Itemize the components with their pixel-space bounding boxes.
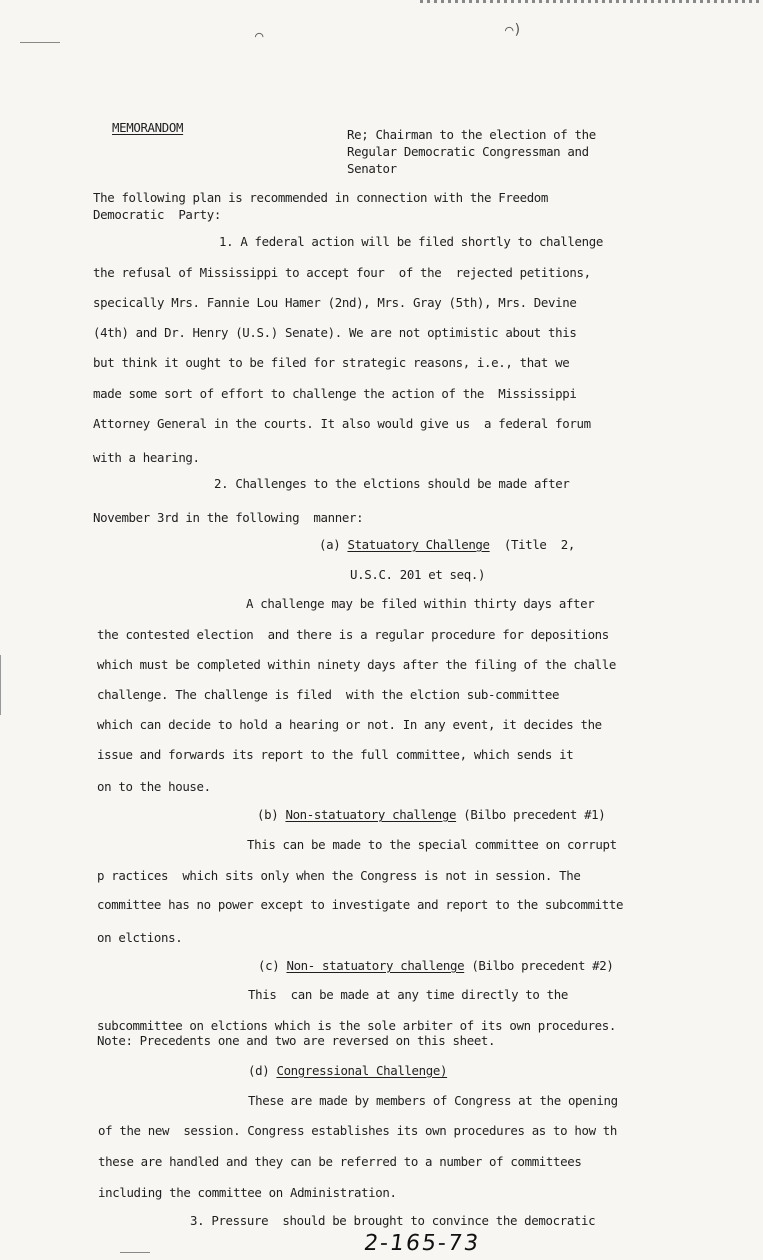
scan-mark <box>120 1252 150 1253</box>
section-a-heading-line <box>319 538 575 552</box>
section-b-heading: Non-statuatory challenge <box>285 807 457 822</box>
item2-line: November 3rd in the following manner: <box>93 510 364 525</box>
section-b-line: on elctions. <box>97 930 183 945</box>
section-d-line: of the new session. Congress establishes its own procedures as to how th <box>98 1123 618 1138</box>
section-d-line: these are handled and they can be referred to a number of committees <box>98 1154 582 1169</box>
section-a-prefix: (a) <box>319 537 348 552</box>
section-c-heading: Non- statuatory challenge <box>286 958 465 973</box>
section-c-prefix: (c) <box>258 958 287 973</box>
section-c-line: subcommittee on elctions which is the sole arbiter of its own procedures. <box>97 1018 617 1033</box>
section-d-prefix: (d) <box>248 1063 277 1078</box>
section-d-heading-line <box>248 1064 447 1078</box>
section-a-line: issue and forwards its report to the full committee, which sends it <box>97 747 574 762</box>
memo-title: MEMORANDOM <box>112 120 184 135</box>
item1-line: with a hearing. <box>93 450 200 465</box>
section-b-prefix: (b) <box>257 807 286 822</box>
section-a-line: challenge. The challenge is filed with the elction sub-committee <box>97 687 560 702</box>
item1-line: made some sort of effort to challenge the action of the Mississippi <box>93 386 577 401</box>
section-a-line: which can decide to hold a hearing or not. In any event, it decides the <box>97 717 602 732</box>
section-c-suffix: (Bilbo precedent #2) <box>464 958 614 973</box>
intro-line: Democratic Party: <box>93 207 221 222</box>
item1-line: but think it ought to be filed for strategic reasons, i.e., that we <box>93 355 570 370</box>
memo-subject-line: Senator <box>347 161 397 176</box>
scan-mark: ⌒) <box>505 22 522 38</box>
handwritten-page-number: 2-165-73 <box>362 1231 482 1256</box>
item1-line: the refusal of Mississippi to accept four of the rejected petitions, <box>93 265 591 280</box>
memo-subject-line: Regular Democratic Congressman and <box>347 144 589 159</box>
scan-mark <box>20 42 60 43</box>
item1-line: specically Mrs. Fannie Lou Hamer (2nd), Mrs. Gray (5th), Mrs. Devine <box>93 295 577 310</box>
section-c-heading-line <box>258 959 614 973</box>
section-b-line: This can be made to the special committee on corrupt <box>247 837 617 852</box>
section-b-line: p ractices which sits only when the Congress is not in session. The <box>97 868 581 883</box>
section-b-heading-line <box>257 808 605 822</box>
memo-subject-line: Re; Chairman to the election of the <box>347 127 596 142</box>
scan-mark: ⌒ <box>255 28 264 44</box>
item3-line: 3. Pressure should be brought to convince the democratic <box>190 1213 596 1228</box>
section-a-line: the contested election and there is a regular procedure for depositions <box>97 627 609 642</box>
section-a-line: which must be completed within ninety days after the filing of the challe <box>97 657 617 672</box>
section-d-heading: Congressional Challenge) <box>276 1063 448 1078</box>
item2-line: 2. Challenges to the elctions should be made after <box>214 476 570 491</box>
section-c-note: Note: Precedents one and two are reversed on this sheet. <box>97 1033 496 1048</box>
intro-line: The following plan is recommended in connection with the Freedom <box>93 190 549 205</box>
item1-line: Attorney General in the courts. It also would give us a federal forum <box>93 416 591 431</box>
section-d-line: These are made by members of Congress at the opening <box>248 1093 618 1108</box>
section-c-line: This can be made at any time directly to the <box>248 987 568 1002</box>
section-b-suffix: (Bilbo precedent #1) <box>456 807 606 822</box>
item1-line: 1. A federal action will be filed shortly to challenge <box>219 234 603 249</box>
section-a-line: A challenge may be filed within thirty days after <box>246 596 595 611</box>
section-b-line: committee has no power except to investigate and report to the subcommitte <box>97 897 624 912</box>
section-a-line: on to the house. <box>97 779 211 794</box>
section-a-heading: Statuatory Challenge <box>347 537 490 552</box>
scan-edge-artifact <box>420 0 763 3</box>
section-a-citation: U.S.C. 201 et seq.) <box>350 567 486 582</box>
section-a-suffix: (Title 2, <box>489 537 575 552</box>
section-d-line: including the committee on Administration. <box>98 1185 397 1200</box>
item1-line: (4th) and Dr. Henry (U.S.) Senate). We are not optimistic about this <box>93 325 577 340</box>
scan-edge-mark <box>0 655 1 715</box>
